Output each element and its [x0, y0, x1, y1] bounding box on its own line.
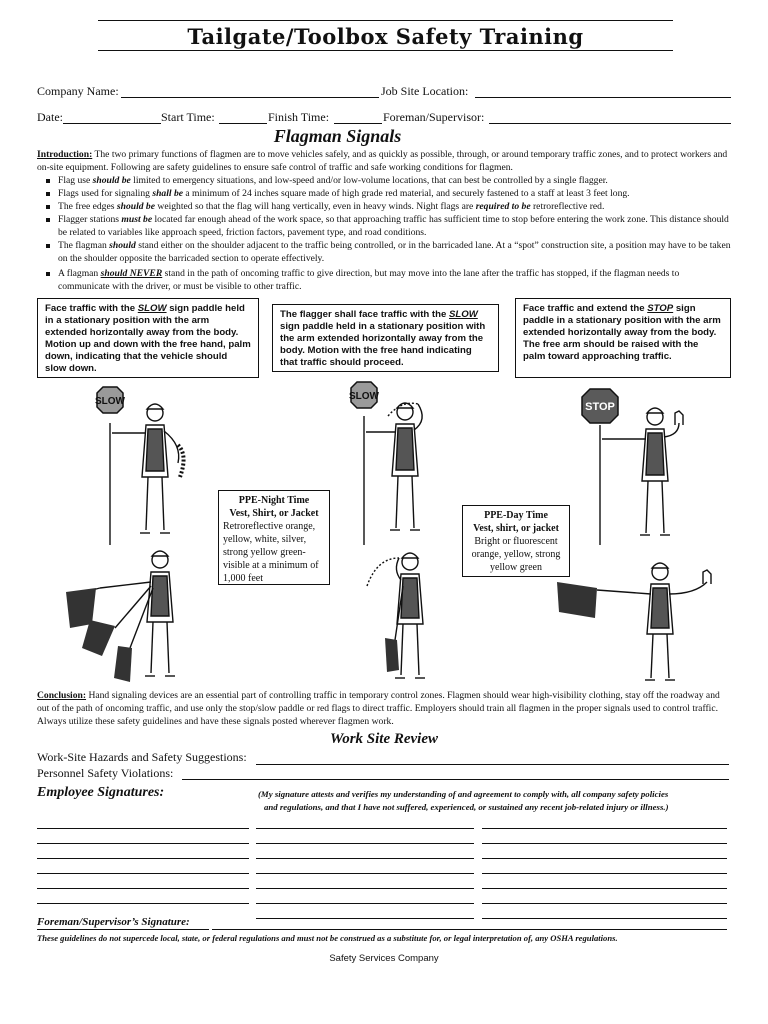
signature-line[interactable] — [482, 888, 727, 889]
intro-text: The two primary functions of flagmen are to move vehicles safely, and as quickly as possible, through, or around temporary traffic zones, and to protect workers and on-site equipment. Following are safety guidelines to ensure safe control of traffic and safe working conditions for flagmen. — [37, 149, 728, 173]
ppe-night-text: Retroreflective orange, yellow, white, silver, strong yellow green-visible at a minimum of 1,000 feet — [223, 521, 319, 584]
title-rule-top — [98, 20, 673, 21]
attestation-line-1: (My signature attests and verifies my understanding of and agreement to comply with, all company safety policies — [258, 789, 669, 799]
signature-line[interactable] — [37, 843, 249, 844]
signature-line[interactable] — [482, 918, 727, 919]
employee-signatures-title: Employee Signatures: — [37, 785, 165, 800]
violations-field[interactable] — [182, 779, 729, 780]
signature-line[interactable] — [256, 888, 474, 889]
slow-sign-label: SLOW — [349, 391, 379, 402]
signature-line[interactable] — [37, 858, 249, 859]
company-name-label: Company Name: — [37, 84, 119, 98]
foreman-signature-field[interactable] — [212, 929, 727, 930]
foreman-field[interactable] — [489, 123, 731, 124]
job-site-label: Job Site Location: — [381, 84, 469, 98]
signature-line[interactable] — [37, 903, 249, 904]
date-label: Date: — [37, 110, 63, 124]
conclusion-label: Conclusion: — [37, 690, 87, 701]
flagger-flag-proceed-figure — [365, 550, 455, 690]
signature-line[interactable] — [482, 903, 727, 904]
bullet-item: Flagger stations must be located far enough ahead of the work space, so that approaching traffic has sufficient time to stop before entering the work zone. This distance should be related to variables like approach speed, friction factors, pavement type, and road conditions. — [58, 214, 731, 240]
signature-line[interactable] — [37, 828, 249, 829]
flagger-flag-stop-figure — [555, 560, 725, 690]
bullet-item: The free edges should be weighted so that the flag will hang vertically, even in heavy winds. Night flags are required to be retroreflective red. — [58, 201, 731, 214]
job-site-field[interactable] — [475, 97, 731, 98]
red-flag-icon — [114, 646, 132, 682]
work-site-review-title: Work Site Review — [329, 731, 439, 747]
stop-sign-label: STOP — [585, 401, 615, 413]
hazards-label: Work-Site Hazards and Safety Suggestions: — [37, 750, 247, 764]
introduction — [37, 149, 731, 175]
signature-line[interactable] — [482, 828, 727, 829]
signature-line[interactable] — [37, 888, 249, 889]
date-field[interactable] — [63, 123, 161, 124]
signature-line[interactable] — [482, 873, 727, 874]
section-title: Flagman Signals — [273, 126, 402, 146]
finish-time-label: Finish Time: — [268, 110, 330, 124]
foreman-label: Foreman/Supervisor: — [383, 110, 485, 124]
signature-line[interactable] — [256, 843, 474, 844]
hazards-field[interactable] — [256, 764, 729, 765]
ppe-day-box — [462, 505, 570, 577]
finish-time-field[interactable] — [334, 123, 382, 124]
signature-line[interactable] — [256, 918, 474, 919]
page-title: Tailgate/Toolbox Safety Training — [187, 24, 584, 49]
signature-line[interactable] — [256, 873, 474, 874]
foreman-label-rule — [37, 929, 209, 930]
red-flag-icon — [82, 620, 115, 656]
signal-box-stop: Face traffic and extend the STOP sign paddle in a stationary position with the arm extended horizontally away from the body. The free arm should be raised with the palm toward approaching traffic. — [515, 298, 731, 378]
violations-label: Personnel Safety Violations: — [37, 766, 174, 780]
bullet-item: The flagman should stand either on the shoulder adjacent to the traffic being controlled, or in the barricaded lane. At a “spot” construction site, a position may have to be taken on the shoulder opposite the barricaded section to operate effectively. — [58, 240, 731, 266]
ppe-day-title: PPE-Day Time — [484, 510, 548, 521]
flagger-slow-figure — [70, 385, 220, 545]
ppe-day-text: Bright or fluorescent orange, yellow, strong yellow green — [471, 536, 561, 573]
signature-line[interactable] — [37, 873, 249, 874]
signal-box-proceed: The flagger shall face traffic with the SLOW sign paddle held in a stationary position with the arm extended horizontally away from the body. Motion with the free hand indicating that traffic should proceed. — [272, 304, 499, 372]
signature-line[interactable] — [256, 858, 474, 859]
ppe-night-box — [218, 490, 330, 585]
ppe-night-title: PPE-Night Time — [238, 495, 310, 506]
footer-company: Safety Services Company — [329, 953, 439, 964]
attestation-line-2: and regulations, and that I have not suffered, experienced, or sustained any recent job-related injury or illness.) — [264, 802, 669, 812]
signature-line[interactable] — [256, 828, 474, 829]
red-flag-icon — [385, 638, 399, 672]
foreman-signature-label: Foreman/Supervisor’s Signature: — [37, 916, 190, 928]
flagger-proceed-figure — [330, 380, 450, 545]
company-name-field[interactable] — [121, 97, 379, 98]
slow-sign-label: SLOW — [95, 396, 125, 407]
conclusion — [37, 690, 731, 728]
signature-line[interactable] — [482, 843, 727, 844]
intro-label: Introduction: — [37, 149, 93, 160]
bullet-item: Flags used for signaling shall be a minimum of 24 inches square made of high grade red material, and securely fastened to a staff at least 3 feet long. — [58, 188, 731, 201]
ppe-day-subtitle: Vest, shirt, or jacket — [473, 523, 559, 534]
signature-line[interactable] — [256, 903, 474, 904]
signal-box-slow: Face traffic with the SLOW sign paddle held in a stationary position with the arm extended horizontally away from the body. Motion up and down with the free hand, palm down, indicating that the vehicle should slow down. — [37, 298, 259, 378]
bullet-item: Flag use should be limited to emergency situations, and low-speed and/or low-volume locations, that can best be controlled by a single flagger. — [58, 175, 731, 188]
bullet-item: A flagman should NEVER stand in the path of oncoming traffic to give direction, but may move into the lane after the traffic has stopped, if the flagman needs to communicate with the driver, or must be visible to other traffic. — [58, 268, 731, 294]
start-time-field[interactable] — [219, 123, 267, 124]
disclaimer: These guidelines do not supercede local, state, or federal regulations and must not be construed as a substitute for, or legal interpretation of, any OSHA regulations. — [37, 933, 618, 943]
ppe-night-subtitle: Vest, Shirt, or Jacket — [229, 508, 319, 519]
start-time-label: Start Time: — [161, 110, 215, 124]
conclusion-text: Hand signaling devices are an essential part of controlling traffic in temporary control zones. Flagmen should wear high-visibility clothing, stay off the roadway and out of the path of oncoming traffic, and use only the stop/slow paddle or red flags to direct traffic. Employers should train all flagmen in the proper signals used to control traffic. Always utilize these safety guidelines and have these signals posted wherever flagmen work. — [37, 690, 720, 727]
title-rule-bottom — [98, 50, 673, 51]
flagger-flag-slow-figure — [60, 548, 195, 688]
flagger-stop-figure — [575, 385, 705, 545]
red-flag-icon — [557, 582, 597, 618]
signature-line[interactable] — [482, 858, 727, 859]
